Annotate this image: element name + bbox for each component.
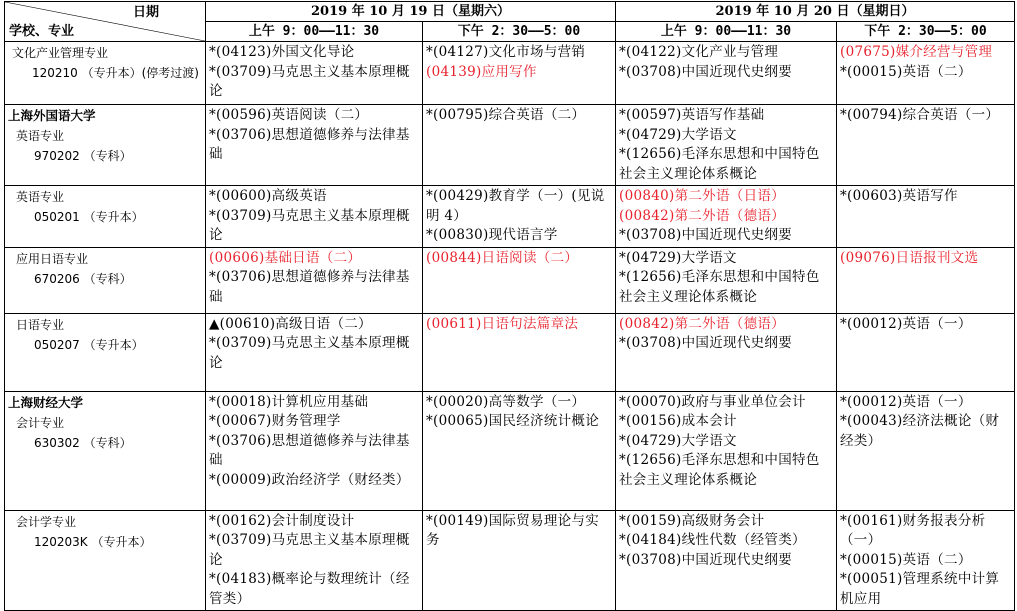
subject-cell xyxy=(837,186,1015,248)
exam-subject: *(04184)线性代数（经管类） xyxy=(619,532,806,548)
exam-schedule-table xyxy=(4,1,1015,611)
exam-subject: (00606)基础日语（二） xyxy=(209,249,362,266)
university-name: 上海外国语大学 xyxy=(8,108,96,123)
exam-subject: *(00156)成本会计 xyxy=(619,413,737,429)
date-header-day1: 2019 年 10 月 19 日（星期六） xyxy=(206,2,616,22)
exam-subject: (00840)第二外语（日语） xyxy=(619,188,785,204)
exam-subject: *(04183)概率论与数理统计（经管类） xyxy=(209,571,410,607)
exam-subject: *(00830)现代语言学 xyxy=(426,227,558,243)
subject-cell xyxy=(616,247,837,313)
exam-subject: (07675)媒介经营与管理 xyxy=(840,44,993,60)
exam-subject: *(00149)国际贸易理论与实务 xyxy=(426,512,600,548)
exam-subject: *(03709)马克思主义基本原理概论 xyxy=(209,335,410,371)
subject-cell xyxy=(837,42,1015,105)
corner-school-label: 学校、专业 xyxy=(9,24,75,39)
exam-subject: *(00009)政治经济学（财经类） xyxy=(209,471,410,488)
exam-subject: *(03708)中国近现代史纲要 xyxy=(619,227,793,243)
table-row xyxy=(5,313,1015,391)
subject-cell xyxy=(206,313,423,391)
exam-subject: *(03709)马克思主义基本原理概论 xyxy=(209,532,410,568)
exam-subject: *(04122)文化产业与管理 xyxy=(619,44,779,60)
subject-cell xyxy=(423,105,616,186)
subject-cell xyxy=(837,313,1015,391)
exam-subject: *(00795)综合英语（二） xyxy=(426,107,586,123)
exam-subject: *(12656)毛泽东思想和中国特色社会主义理论体系概论 xyxy=(619,452,820,488)
exam-subject: *(04729)大学语文 xyxy=(619,432,737,449)
major-cell xyxy=(5,186,206,248)
exam-subject: (00611)日语句法篇章法 xyxy=(426,315,579,332)
major-name: 英语专业 xyxy=(16,129,65,143)
subject-cell xyxy=(423,186,616,248)
exam-subject: (00842)第二外语（德语） xyxy=(619,315,785,332)
exam-subject: *(03706)思想道德修养与法律基础 xyxy=(209,432,410,468)
subject-cell xyxy=(837,105,1015,186)
table-row xyxy=(5,247,1015,313)
exam-subject: *(03706)思想道德修养与法律基础 xyxy=(209,126,410,162)
major-code: 630302 （专科） xyxy=(34,435,132,450)
exam-subject: *(00012)英语（一） xyxy=(840,393,972,410)
subject-cell xyxy=(423,42,616,105)
session-header-day1-am: 上午 9：00——11：30 xyxy=(206,22,423,42)
exam-subject: *(12656)毛泽东思想和中国特色社会主义理论体系概论 xyxy=(619,146,820,182)
subject-cell xyxy=(616,313,837,391)
table-row xyxy=(5,186,1015,248)
subject-cell xyxy=(423,391,616,510)
table-row xyxy=(5,42,1015,105)
subject-cell xyxy=(206,391,423,510)
exam-subject: *(00596)英语阅读（二） xyxy=(209,107,369,123)
table-row xyxy=(5,391,1015,510)
session-header-day2-am: 上午 9：00——11：30 xyxy=(616,22,837,42)
exam-subject: *(00065)国民经济统计概论 xyxy=(426,413,600,429)
subject-cell xyxy=(423,510,616,611)
exam-subject: *(00012)英语（一） xyxy=(840,315,972,332)
exam-subject: *(03709)马克思主义基本原理概论 xyxy=(209,63,410,99)
exam-subject: ▲(00610)高级日语（二） xyxy=(209,315,372,332)
exam-subject: *(04127)文化市场与营销 xyxy=(426,44,586,60)
exam-subject: (04139)应用写作 xyxy=(426,63,537,80)
major-name: 英语专业 xyxy=(16,190,65,204)
schedule-body xyxy=(5,42,1015,611)
major-code: 670206 （专科） xyxy=(34,271,132,286)
exam-subject: *(03708)中国近现代史纲要 xyxy=(619,551,793,568)
major-code: 050207 （专升本） xyxy=(34,337,144,352)
subject-cell xyxy=(206,42,423,105)
subject-cell xyxy=(616,105,837,186)
table-row xyxy=(5,510,1015,611)
major-cell xyxy=(5,391,206,510)
subject-cell xyxy=(616,42,837,105)
exam-subject: *(00597)英语写作基础 xyxy=(619,107,765,123)
exam-subject: *(00161)财务报表分析（一） xyxy=(840,512,986,548)
exam-subject: *(00070)政府与事业单位会计 xyxy=(619,393,806,410)
major-name: 文化产业管理专业 xyxy=(12,46,109,60)
major-name: 会计专业 xyxy=(16,415,65,430)
subject-cell xyxy=(423,247,616,313)
exam-subject: *(00603)英语写作 xyxy=(840,188,958,204)
exam-subject: *(04729)大学语文 xyxy=(619,249,737,266)
exam-subject: *(00043)经济法概论（财经类） xyxy=(840,413,1000,449)
subject-cell xyxy=(206,186,423,248)
exam-subject: *(00600)高级英语 xyxy=(209,188,327,204)
exam-subject: *(00067)财务管理学 xyxy=(209,413,341,429)
exam-subject: (09076)日语报刊文选 xyxy=(840,249,979,266)
subject-cell xyxy=(206,105,423,186)
subject-cell xyxy=(423,313,616,391)
major-cell xyxy=(5,313,206,391)
subject-cell xyxy=(616,186,837,248)
exam-subject: *(00015)英语（二） xyxy=(840,63,972,80)
major-code: 050201 （专升本） xyxy=(34,210,144,224)
subject-cell xyxy=(837,510,1015,611)
exam-subject: *(00015)英语（二） xyxy=(840,551,972,568)
exam-subject: *(12656)毛泽东思想和中国特色社会主义理论体系概论 xyxy=(619,269,820,305)
exam-subject: *(00429)教育学（一）(见说明 4） xyxy=(426,188,605,224)
university-name: 上海财经大学 xyxy=(8,394,84,410)
major-name: 应用日语专业 xyxy=(16,251,89,266)
exam-subject: *(00018)计算机应用基础 xyxy=(209,393,369,410)
subject-cell xyxy=(616,391,837,510)
major-cell xyxy=(5,42,206,105)
exam-subject: *(00159)高级财务会计 xyxy=(619,512,765,529)
major-cell xyxy=(5,247,206,313)
subject-cell xyxy=(837,391,1015,510)
exam-subject: *(00020)高等数学（一） xyxy=(426,393,586,410)
exam-subject: (00844)日语阅读（二） xyxy=(426,249,579,266)
major-cell xyxy=(5,105,206,186)
exam-subject: *(03709)马克思主义基本原理概论 xyxy=(209,207,410,243)
exam-subject: *(00162)会计制度设计 xyxy=(209,512,355,529)
exam-subject: *(03708)中国近现代史纲要 xyxy=(619,63,793,80)
major-name: 日语专业 xyxy=(16,317,65,332)
exam-subject: *(04123)外国文化导论 xyxy=(209,44,355,60)
major-code: 120210 （专升本）(停考过渡) xyxy=(32,66,199,80)
date-header-day2: 2019 年 10 月 20 日（星期日） xyxy=(616,2,1015,22)
exam-subject: *(04729)大学语文 xyxy=(619,126,737,143)
table-row xyxy=(5,105,1015,186)
exam-subject: *(03706)思想道德修养与法律基础 xyxy=(209,269,410,305)
subject-cell xyxy=(837,247,1015,313)
major-name: 会计学专业 xyxy=(16,514,77,529)
subject-cell xyxy=(206,510,423,611)
header-corner-cell xyxy=(5,2,206,42)
subject-cell xyxy=(206,247,423,313)
subject-cell xyxy=(616,510,837,611)
major-code: 970202 （专科） xyxy=(34,149,132,163)
session-header-day2-pm: 下午 2：30——5：00 xyxy=(837,22,1015,42)
major-cell xyxy=(5,510,206,611)
exam-subject: *(00794)综合英语（一） xyxy=(840,107,1000,123)
corner-date-label: 日期 xyxy=(132,5,159,20)
session-header-day1-pm: 下午 2：30——5：00 xyxy=(423,22,616,42)
exam-subject: (00842)第二外语（德语） xyxy=(619,207,785,224)
exam-subject: *(03708)中国近现代史纲要 xyxy=(619,335,793,351)
exam-subject: *(00051)管理系统中计算机应用 xyxy=(840,571,1000,607)
major-code: 120203K （专升本） xyxy=(34,534,152,549)
